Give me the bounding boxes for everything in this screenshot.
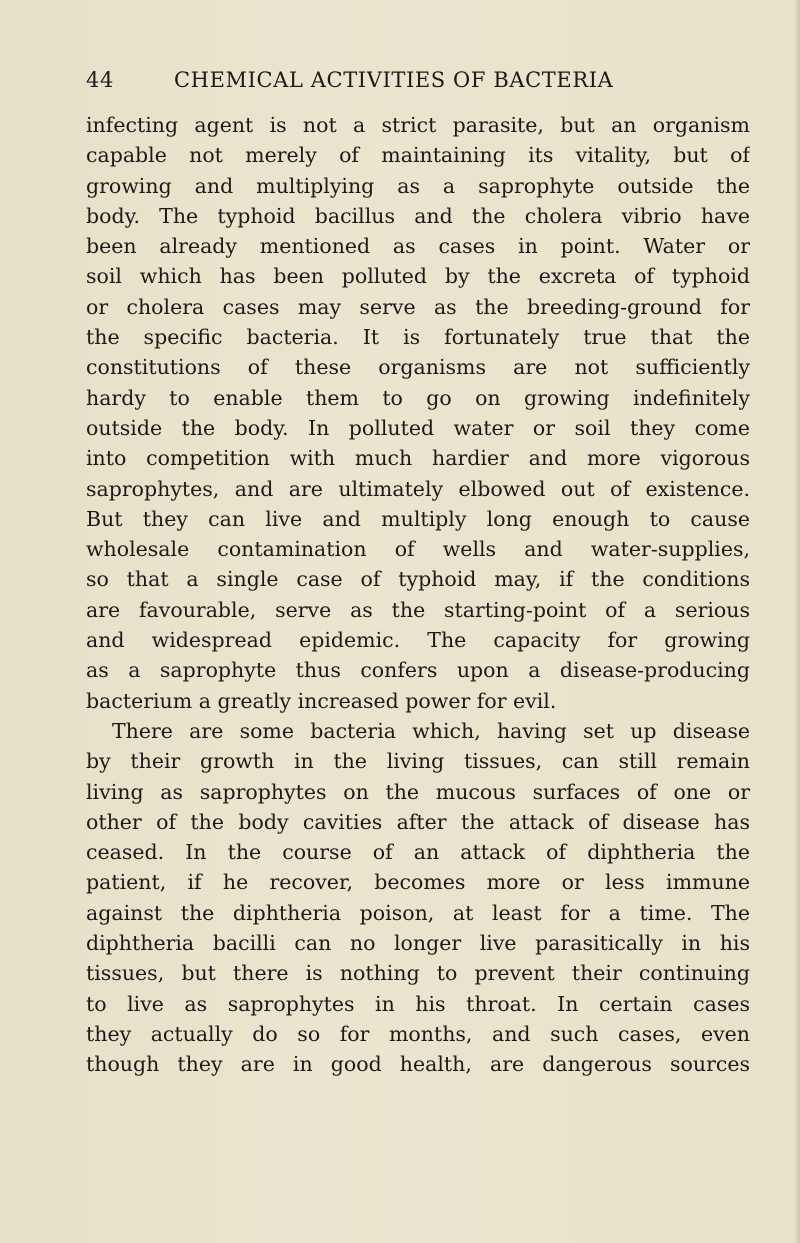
text-line: infecting agent is not a strict parasite, but an organism — [86, 113, 750, 137]
text-line: by their growth in the living tissues, can still remain — [86, 749, 750, 774]
text-line: diphtheria bacilli can no longer live parasitically in his — [86, 931, 750, 956]
page-edge-shadow — [794, 0, 800, 1243]
running-head — [86, 68, 750, 98]
text-line: body. The typhoid bacillus and the cholera vibrio have — [86, 203, 750, 228]
text-line: or cholera cases may serve as the breeding-ground for — [86, 294, 750, 319]
text-line: and widespread epidemic. The capacity for growing — [86, 628, 750, 653]
text-line: growing and multiplying as a saprophyte outside the — [86, 173, 750, 198]
text-line: constitutions of these organisms are not sufficiently — [86, 355, 750, 380]
text-line: other of the body cavities after the attack of disease has — [86, 809, 750, 834]
text-line: living as saprophytes on the mucous surfaces of one or — [86, 779, 750, 804]
text-line: ceased. In the course of an attack of diphtheria the — [86, 840, 750, 865]
paragraph-end-line: bacterium a greatly increased power for evil. — [86, 688, 557, 713]
text-line: been already mentioned as cases in point. Water or — [86, 234, 750, 259]
text-line: patient, if he recover, becomes more or less immune — [86, 870, 750, 895]
text-line: saprophytes, and are ultimately elbowed out of existence. — [86, 476, 750, 501]
text-line: as a saprophyte thus confers upon a disease-producing — [86, 658, 750, 683]
text-line: But they can live and multiply long enough to cause — [86, 506, 750, 531]
text-line: capable not merely of maintaining its vitality, but of — [86, 143, 750, 168]
text-line: they actually do so for months, and such cases, even — [86, 1021, 750, 1046]
text-line: outside the body. In polluted water or soil they come — [86, 415, 750, 440]
paragraph-start-line: There are some bacteria which, having set up disease — [112, 718, 750, 743]
text-line: though they are in good health, are dangerous sources — [86, 1052, 750, 1077]
text-line: are favourable, serve as the starting-point of a serious — [86, 597, 750, 622]
text-line: the specific bacteria. It is fortunately true that the — [86, 325, 750, 350]
text-line: to live as saprophytes in his throat. In certain cases — [86, 991, 750, 1016]
body-text — [86, 110, 750, 1080]
text-line: soil which has been polluted by the excreta of typhoid — [86, 264, 750, 289]
page-number: 44 — [86, 68, 114, 92]
running-title: CHEMICAL ACTIVITIES OF BACTERIA — [174, 68, 614, 92]
text-line: wholesale contamination of wells and water-supplies, — [86, 537, 750, 562]
text-line: into competition with much hardier and more vigorous — [86, 446, 750, 471]
text-line: against the diphtheria poison, at least for a time. The — [86, 900, 750, 925]
text-line: tissues, but there is nothing to prevent their continuing — [86, 961, 750, 986]
text-line: so that a single case of typhoid may, if the conditions — [86, 567, 750, 592]
text-line: hardy to enable them to go on growing indefinitely — [86, 385, 750, 410]
